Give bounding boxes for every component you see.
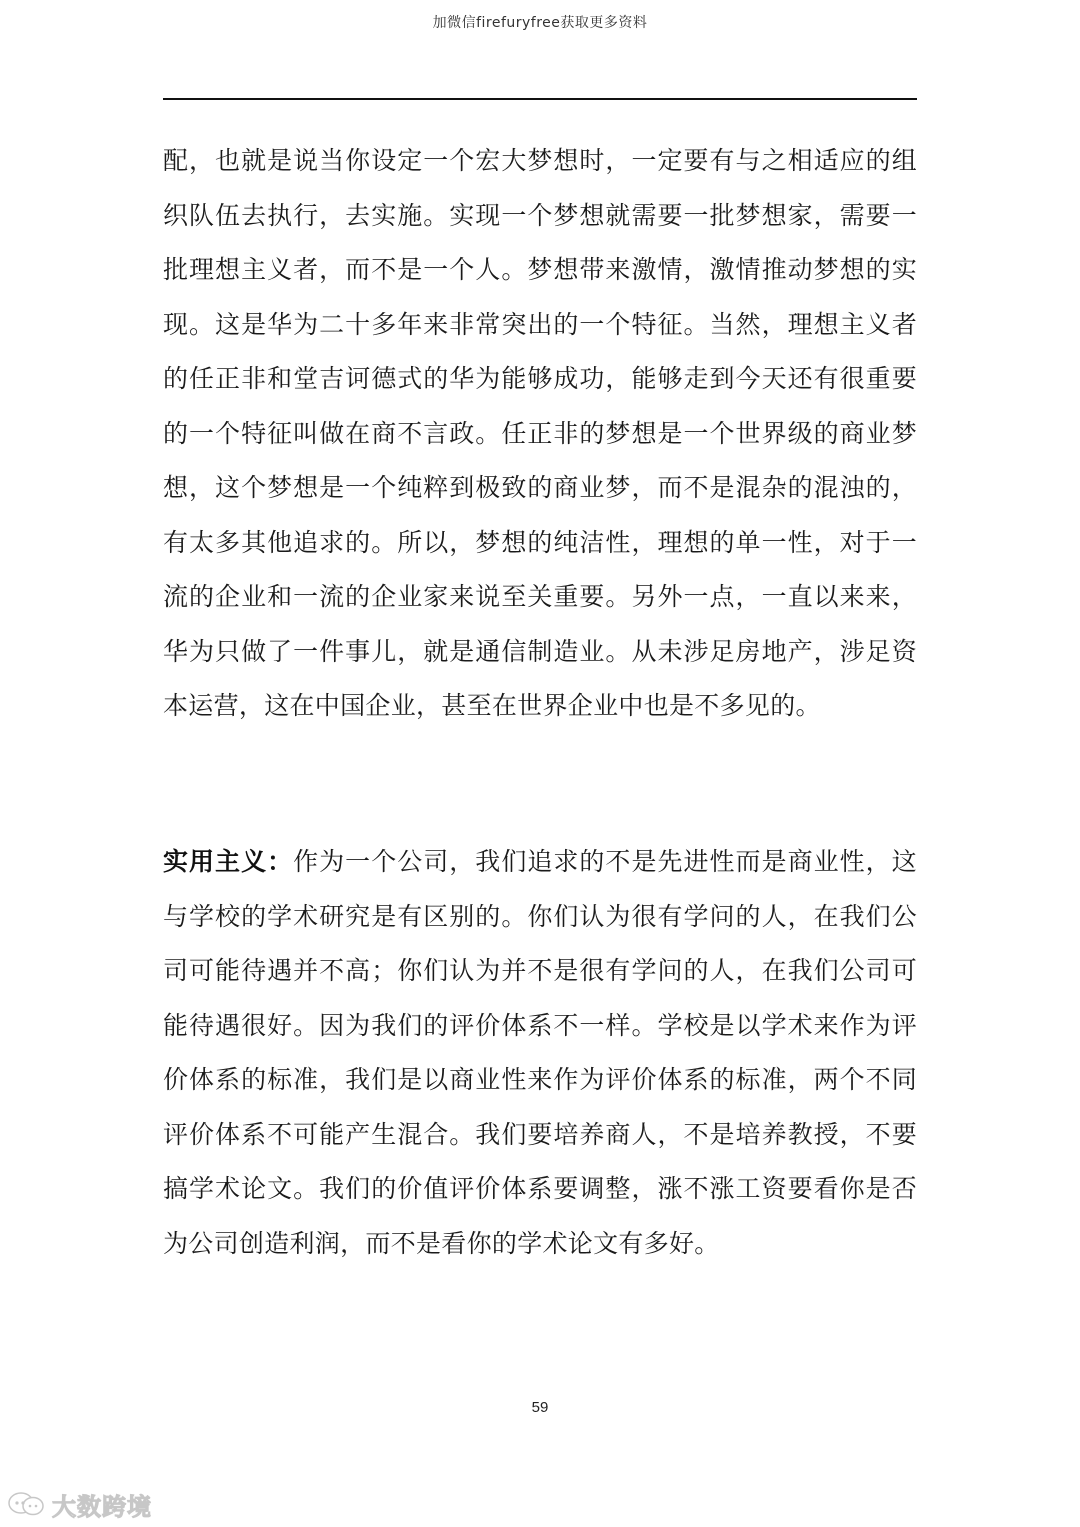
paragraph-2-text: 作为一个公司，我们追求的不是先进性而是商业性，这与学校的学术研究是有区别的。你们认为很有学问的人，在我们公司可能待遇并不高；你们认为并不是很有学问的人，在我们公司可能待遇很好。因为我们的评价体系不一样。学校是以学术来作为评价体系的标准，我们是以商业性来作为评价体系的标准，两个不同评价体系不可能产生混合。我们要培养商人，不是培养教授，不要搞学术论文。我们的价值评价体系要调整，涨不涨工资要看你是否为公司创造利润，而不是看你的学术论文有多好。 xyxy=(163,847,917,1258)
watermark-text: 大数跨境 xyxy=(52,1492,152,1521)
paragraph-2-lead: 实用主义： xyxy=(163,847,294,876)
page-header: 加微信firefuryfree获取更多资料 xyxy=(432,15,648,31)
paragraph-2 xyxy=(163,835,917,1271)
page-number: 59 xyxy=(531,1399,549,1416)
paragraph-1: 配，也就是说当你设定一个宏大梦想时，一定要有与之相适应的组织队伍去执行，去实施。实现一个梦想就需要一批梦想家，需要一批理想主义者，而不是一个人。梦想带来激情，激情推动梦想的实现。这是华为二十多年来非常突出的一个特征。当然，理想主义者的任正非和堂吉诃德式的华为能够成功，能够走到今天还有很重要的一个特征叫做在商不言政。任正非的梦想是一个世界级的商业梦想，这个梦想是一个纯粹到极致的商业梦，而不是混杂的混浊的，有太多其他追求的。所以，梦想的纯洁性，理想的单一性，对于一流的企业和一流的企业家来说至关重要。另外一点，一直以来来，华为只做了一件事儿，就是通信制造业。从未涉足房地产，涉足资本运营，这在中国企业，甚至在世界企业中也是不多见的。 xyxy=(163,146,917,720)
chat-bubble-logo-icon xyxy=(6,1489,46,1519)
watermark xyxy=(6,1487,152,1521)
header-divider xyxy=(163,98,917,100)
